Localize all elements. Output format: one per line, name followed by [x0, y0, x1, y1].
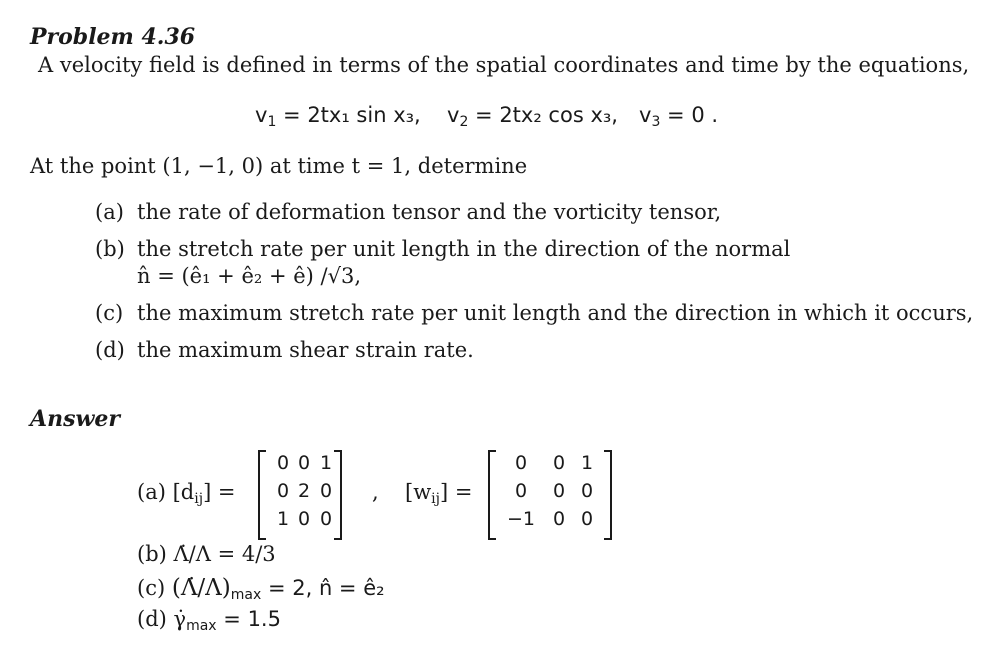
item-label: (d)	[95, 338, 125, 362]
d-tensor-subscript: ij	[194, 491, 204, 507]
matrix-cell: 0	[552, 452, 566, 474]
w-tensor-symbol: [w	[405, 480, 432, 504]
item-text: the maximum shear strain rate.	[137, 338, 474, 362]
item-label: (c)	[95, 301, 124, 325]
w-tensor-label	[405, 480, 472, 507]
matrix-cell: −1	[506, 508, 535, 530]
matrix-cell: 1	[319, 452, 333, 474]
answer-c-subscript: max	[230, 587, 262, 603]
item-text: the rate of deformation tensor and the vorticity tensor,	[137, 200, 722, 224]
matrix-cell: 0	[276, 452, 290, 474]
matrix-right-bracket	[604, 450, 612, 540]
matrix-cell: 0	[297, 508, 311, 530]
matrix-cell: 0	[319, 508, 333, 530]
item-label: (b)	[95, 237, 125, 261]
answer-heading: Answer	[30, 406, 120, 432]
matrix-cell: 0	[580, 480, 594, 502]
item-label: (a)	[95, 200, 124, 224]
v1-subscript: 1	[267, 114, 277, 130]
matrix-cell: 0	[580, 508, 594, 530]
answer-d-subscript: max	[186, 618, 217, 634]
matrix-left-bracket	[488, 450, 496, 540]
matrix-cell: 0	[514, 480, 528, 502]
answer-d-result: = 1.5	[223, 607, 281, 631]
equation-v2	[447, 103, 618, 130]
d-matrix	[258, 450, 342, 538]
matrix-separator-comma: ,	[372, 480, 379, 504]
equation-v3	[639, 103, 718, 130]
answer-a-label	[137, 480, 236, 507]
answer-c-result: = 2, n̂ = ê₂	[267, 576, 385, 600]
list-item	[95, 237, 790, 261]
item-b-normal-vector: n̂ = (ê₁ + ê₂ + ê) /√3,	[137, 264, 362, 288]
answer-d-symbol: γ̇	[173, 607, 187, 631]
w-matrix	[488, 450, 612, 538]
item-text: the stretch rate per unit length in the direction of the normal	[137, 237, 791, 261]
matrix-cell: 1	[276, 508, 290, 530]
answer-d-prefix: (d)	[137, 607, 167, 631]
matrix-cell: 0	[552, 480, 566, 502]
equation-v1	[255, 103, 421, 130]
list-item	[95, 338, 474, 362]
list-item	[95, 200, 721, 224]
answer-b: (b) Λ̇/Λ = 4/3	[137, 542, 276, 566]
v3-expression: = 0 .	[667, 103, 719, 127]
w-tensor-subscript: ij	[431, 491, 440, 507]
matrix-cell: 0	[276, 480, 290, 502]
v2-symbol: v	[447, 103, 460, 127]
problem-title: Problem 4.36	[30, 24, 196, 50]
answer-d	[137, 607, 281, 634]
w-tensor-equals: ] =	[440, 480, 473, 504]
problem-condition: At the point (1, −1, 0) at time t = 1, determine	[30, 154, 528, 178]
answer-c-expression: (Λ̇/Λ)	[171, 575, 231, 601]
v1-symbol: v	[255, 103, 268, 127]
matrix-cell: 0	[514, 452, 528, 474]
list-item	[95, 301, 973, 325]
answer-c	[137, 575, 385, 603]
v2-expression: = 2tx₂ cos x₃,	[475, 103, 618, 127]
matrix-cell: 0	[552, 508, 566, 530]
matrix-cell: 2	[297, 480, 311, 502]
matrix-left-bracket	[258, 450, 266, 540]
answer-a-prefix: (a)	[137, 480, 166, 504]
v3-subscript: 3	[651, 114, 661, 130]
item-text: the maximum stretch rate per unit length and the direction in which it occurs,	[137, 301, 974, 325]
d-tensor-equals: ] =	[203, 480, 236, 504]
answer-c-prefix: (c)	[137, 576, 166, 600]
matrix-cell: 1	[580, 452, 594, 474]
problem-intro: A velocity field is defined in terms of the spatial coordinates and time by the equations,	[38, 53, 970, 77]
matrix-cell: 0	[297, 452, 311, 474]
v2-subscript: 2	[459, 114, 469, 130]
matrix-cell: 0	[319, 480, 333, 502]
v3-symbol: v	[639, 103, 652, 127]
v1-expression: = 2tx₁ sin x₃,	[283, 103, 421, 127]
d-tensor-symbol: [d	[172, 480, 195, 504]
